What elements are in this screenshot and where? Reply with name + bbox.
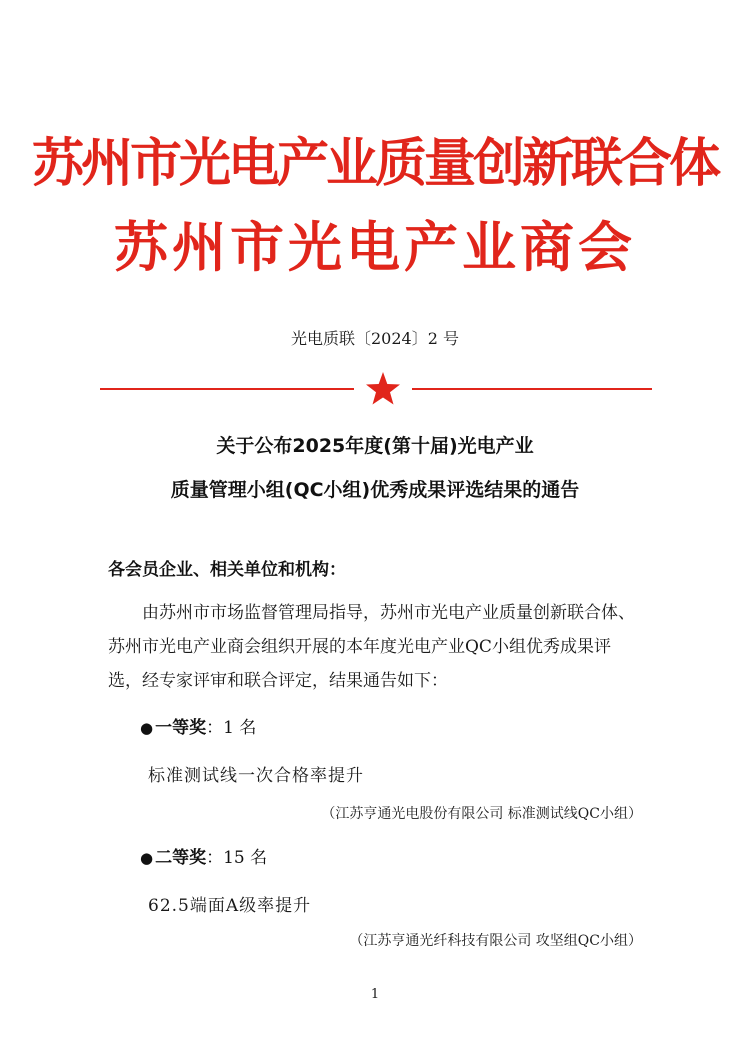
award-count: ：15 名 [206,848,268,868]
award-organization: （江苏亨通光电股份有限公司 标准测试线QC小组） [321,806,642,822]
award-label: 一等奖 [155,718,207,738]
award-first-prize [140,715,256,741]
red-divider-left [100,388,354,390]
salutation: 各会员企业、相关单位和机构： [108,560,346,580]
award-organization: （江苏亨通光纤科技有限公司 攻坚组QC小组） [349,933,642,949]
award-label: 二等奖 [155,848,207,868]
award-project: 标准测试线一次合格率提升 [148,766,364,786]
document-number: 光电质联〔2024〕2 号 [291,329,459,348]
body-paragraph: 由苏州市市场监督管理局指导，苏州市光电产业质量创新联合体、苏州市光电产业商会组织开展的本年度光电产业QC小组优秀成果评选，经专家评审和联合评定，结果通告如下： [108,603,635,691]
award-second-prize [140,845,267,871]
bullet-icon: ● [140,849,154,867]
star-icon [364,370,402,408]
award-project: 62.5端面A级率提升 [148,896,312,916]
notice-title-line-1: 关于公布2025年度(第十届)光电产业 [216,435,534,457]
red-divider-right [412,388,652,390]
award-count: ：1 名 [206,718,257,738]
bullet-icon: ● [140,719,154,737]
issuer-name-1: 苏州市光电产业质量创新联合体 [31,133,718,194]
notice-title-line-2: 质量管理小组(QC小组)优秀成果评选结果的通告 [170,479,580,501]
page-number: 1 [370,987,380,1002]
issuer-name-2: 苏州市光电产业商会 [114,215,636,279]
